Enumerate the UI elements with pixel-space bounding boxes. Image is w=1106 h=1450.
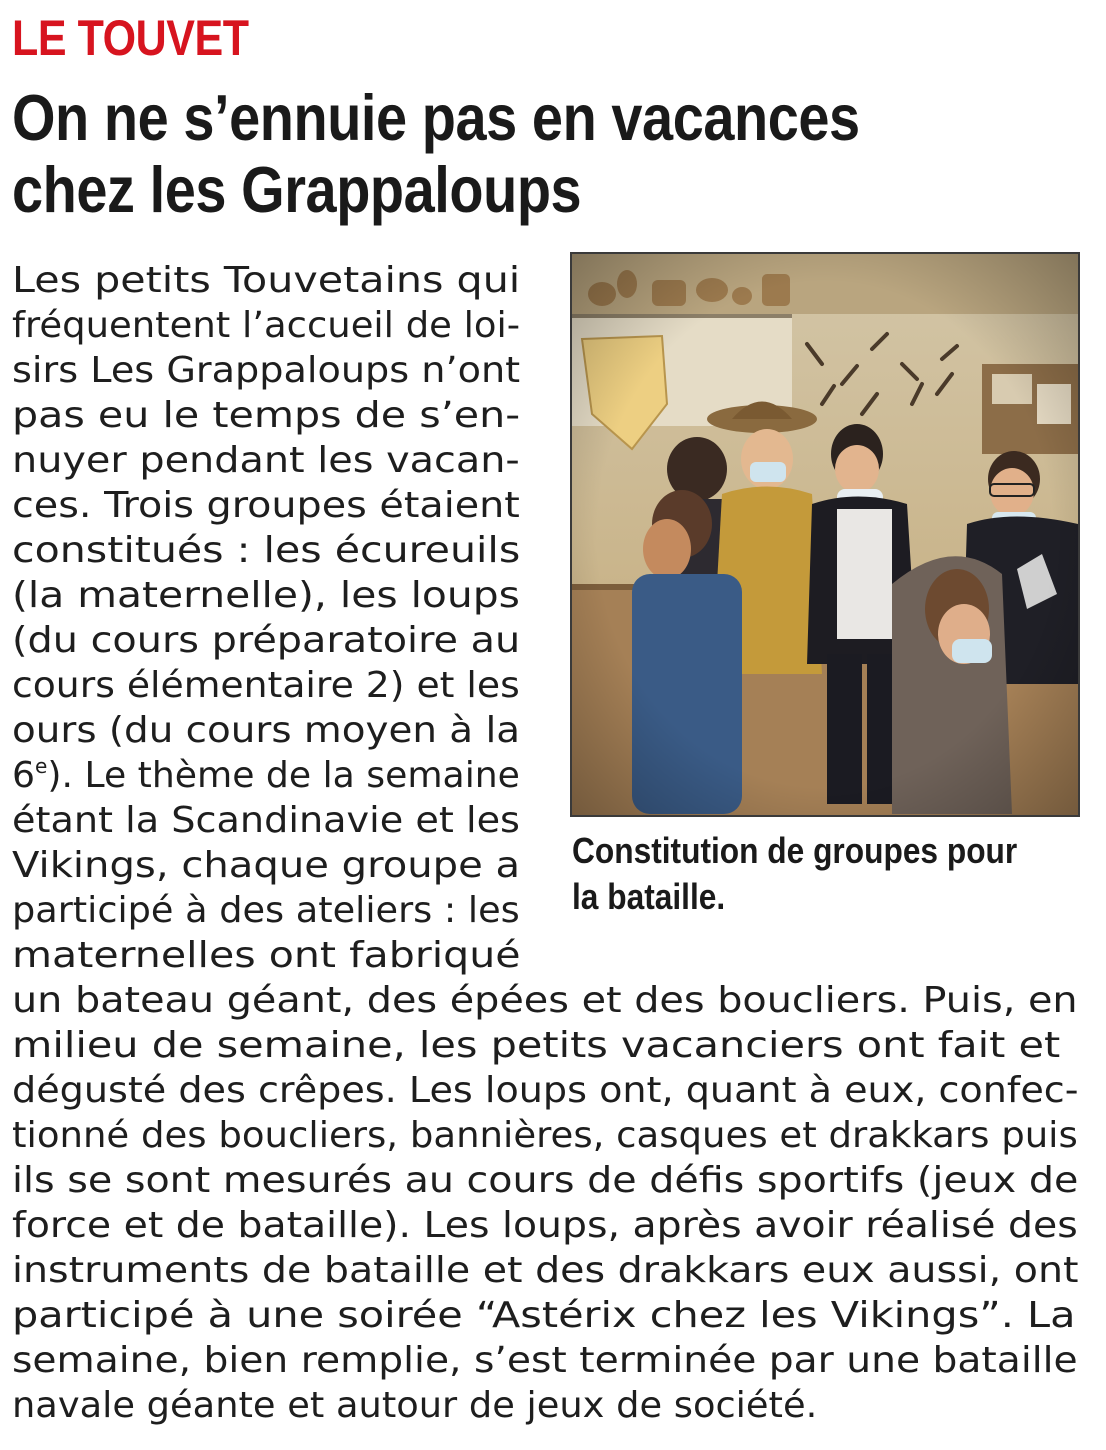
body-line: participé à des ateliers : les — [12, 890, 520, 931]
body-line: semaine, bien remplie, s’est terminée par une bataille — [12, 1340, 1078, 1381]
body-line: force et de bataille). Les loups, après avoir réalisé des — [12, 1205, 1078, 1246]
body-line: nuyer pendant les vacan- — [12, 440, 520, 481]
body-line: participé à une soirée “Astérix chez les Vikings”. La — [12, 1295, 1076, 1336]
section-kicker: LE TOUVET — [12, 10, 249, 66]
body-line: navale géante et autour de jeux de société. — [12, 1385, 818, 1426]
body-line-continuation: ). Le thème de la semaine — [47, 755, 520, 796]
body-line: (la maternelle), les loups — [12, 575, 520, 616]
body-line: fréquentent l’accueil de loi- — [12, 305, 521, 346]
headline-line: chez les Grappaloups — [12, 153, 582, 226]
body-line: cours élémentaire 2) et les — [12, 665, 520, 706]
body-line: Les petits Touvetains qui — [12, 260, 521, 301]
photo-caption — [572, 828, 1092, 920]
ordinal-suffix: e — [34, 754, 48, 778]
body-line: dégusté des crêpes. Les loups ont, quant à eux, confec- — [12, 1070, 1079, 1111]
body-line: tionné des boucliers, bannières, casques et drakkars puis — [12, 1115, 1078, 1156]
photo-children-vikings — [572, 254, 1078, 815]
headline — [12, 82, 958, 226]
body-line: (du cours préparatoire au — [12, 620, 521, 661]
body-line: maternelles ont fabriqué — [12, 935, 521, 976]
body-line: pas eu le temps de s’en- — [12, 395, 521, 436]
body-line: ces. Trois groupes étaient — [12, 485, 520, 526]
body-line — [12, 753, 520, 799]
article-photo — [570, 252, 1080, 817]
grade-number: 6 — [12, 755, 35, 796]
body-line: sirs Les Grappaloups n’ont — [12, 350, 521, 391]
body-line: instruments de bataille et des drakkars eux aussi, ont — [12, 1250, 1079, 1291]
caption-line: la bataille. — [572, 876, 726, 917]
body-line: ours (du cours moyen à la — [12, 710, 521, 751]
body-line: Vikings, chaque groupe a — [12, 845, 521, 886]
headline-line: On ne s’ennuie pas en vacances — [12, 81, 860, 154]
body-line: un bateau géant, des épées et des boucliers. Puis, en — [12, 980, 1078, 1021]
body-line: ils se sont mesurés au cours de défis sportifs (jeux de — [12, 1160, 1079, 1201]
body-line: constitués : les écureuils — [12, 530, 521, 571]
body-line: milieu de semaine, les petits vacanciers ont fait et — [12, 1025, 1061, 1066]
body-line: étant la Scandinavie et les — [12, 800, 520, 841]
caption-line: Constitution de groupes pour — [572, 830, 1018, 871]
